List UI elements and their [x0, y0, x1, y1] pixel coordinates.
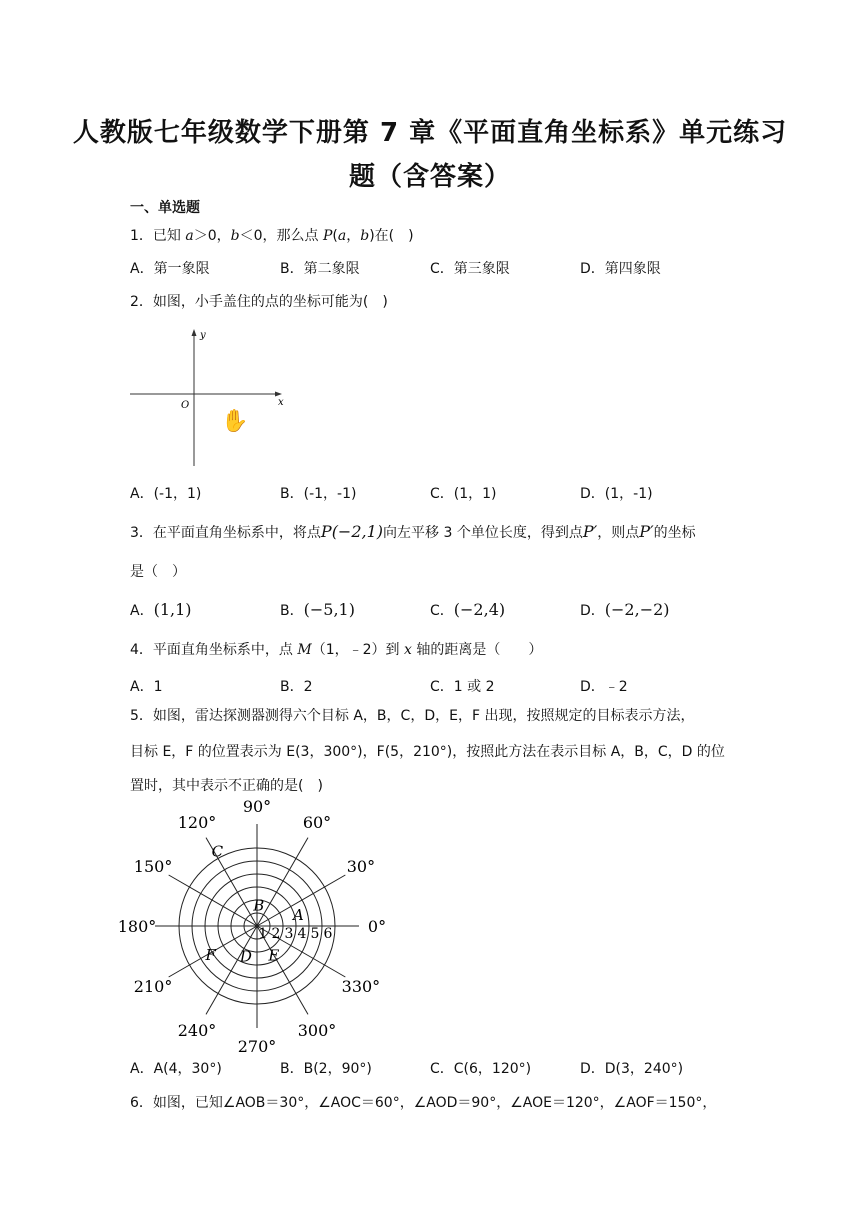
q3-option-c-math: (−2,4) — [453, 600, 506, 619]
q1-text-g: )在( ) — [369, 228, 414, 244]
q4-var-x: x — [403, 642, 412, 658]
q3-text-b: 向左平移 3 个单位长度，得到点 — [383, 525, 583, 541]
q1-text-b: 已知 — [152, 228, 186, 244]
q5-option-d[interactable]: D．D(3，240°) — [580, 1061, 684, 1077]
document-title-line1: 人教版七年级数学下册第 7 章《平面直角坐标系》单元练习 — [72, 118, 788, 148]
q1-var-a: a — [185, 228, 194, 244]
q3-option-b-math: (−5,1) — [303, 600, 355, 619]
radar-spoke-150 — [169, 875, 257, 926]
radar-ring-label-5: 5 — [310, 926, 320, 942]
q3-text-d: 的坐标 — [653, 525, 696, 541]
q1-option-d[interactable]: D．第四象限 — [580, 261, 661, 277]
q1-text-e: ( — [332, 228, 338, 244]
radar-target-F: F — [205, 945, 216, 964]
q1-option-a[interactable]: A．第一象限 — [130, 261, 210, 277]
question-3 — [130, 522, 696, 543]
radar-target-A: A — [293, 905, 304, 924]
document-title-line2: 题（含答案） — [348, 162, 511, 192]
q3-point-Pprime-2: P′ — [639, 522, 654, 541]
question-2: 2．如图，小手盖住的点的坐标可能为( ) — [130, 294, 388, 310]
q1-text-c: ＞0， — [193, 228, 231, 244]
x-axis-arrow — [275, 392, 282, 397]
radar-ring-label-6: 6 — [323, 926, 333, 942]
x-axis-label: x — [278, 397, 284, 408]
q3-option-d[interactable] — [580, 600, 670, 620]
y-axis-label: y — [200, 330, 206, 341]
q3-option-d-math: (−2,−2) — [604, 600, 670, 619]
q2-option-b[interactable]: B．(-1，-1) — [280, 486, 357, 502]
q1-option-c[interactable]: C．第三象限 — [430, 261, 510, 277]
question-4 — [130, 640, 542, 660]
radar-target-B: B — [253, 896, 265, 915]
radar-target-C: C — [211, 842, 224, 861]
q1-text-a: 1． — [130, 228, 153, 244]
q3-option-c[interactable] — [430, 600, 505, 620]
radar-target-D: D — [239, 947, 252, 966]
radar-angle-label-180: 180° — [117, 917, 157, 936]
q2-option-a[interactable]: A．(-1，1) — [130, 486, 202, 502]
coordinate-figure — [128, 324, 288, 469]
q1-var-a2: a — [337, 228, 347, 244]
radar-angle-label-270: 270° — [237, 1037, 277, 1056]
q1-text-d: ＜0，那么点 — [239, 228, 323, 244]
q5-option-b[interactable]: B．B(2，90°) — [280, 1061, 372, 1077]
q5-option-a[interactable]: A．A(4，30°) — [130, 1061, 222, 1077]
radar-angle-label-300: 300° — [297, 1020, 337, 1040]
radar-target-E: E — [268, 946, 280, 965]
y-axis-arrow — [192, 329, 197, 336]
radar-angle-label-30: 30° — [346, 857, 376, 876]
radar-angle-label-210: 210° — [133, 977, 173, 996]
q4-option-a[interactable]: A．1 — [130, 679, 163, 695]
q5-option-c[interactable]: C．C(6，120°) — [430, 1061, 532, 1077]
q3-option-b[interactable] — [280, 600, 355, 620]
q4-option-d[interactable]: D．﹣2 — [580, 679, 628, 695]
q3-point-P: P(−2,1) — [320, 522, 384, 541]
radar-angle-label-150: 150° — [133, 857, 173, 876]
q4-text-b: （1，﹣2）到 — [311, 642, 404, 658]
q1-var-P: P — [322, 228, 333, 244]
q3-option-b-label: B． — [280, 603, 304, 619]
q4-option-b[interactable]: B．2 — [280, 679, 313, 695]
q3-option-a[interactable] — [130, 600, 192, 620]
q1-var-b: b — [230, 228, 240, 244]
question-3-line2: 是（ ） — [130, 564, 186, 580]
radar-angle-label-60: 60° — [302, 813, 332, 833]
radar-angle-label-330: 330° — [341, 977, 381, 996]
q4-text-c: 轴的距离是（ ） — [411, 642, 543, 658]
radar-angle-label-0: 0° — [367, 917, 387, 936]
q3-option-d-label: D． — [580, 603, 605, 619]
radar-figure — [117, 797, 390, 1056]
question-1 — [130, 226, 414, 246]
q3-option-a-math: (1,1) — [153, 600, 192, 619]
origin-label: O — [181, 400, 190, 411]
q3-option-a-label: A． — [130, 603, 154, 619]
q2-option-d[interactable]: D．(1，-1) — [580, 486, 653, 502]
section-heading: 一、单选题 — [130, 200, 200, 216]
q4-var-M: M — [297, 642, 312, 658]
radar-ring-label-3: 3 — [284, 926, 294, 942]
q3-point-Pprime: P′ — [582, 522, 598, 541]
q1-var-b2: b — [360, 228, 370, 244]
q2-option-c[interactable]: C．(1，1) — [430, 486, 497, 502]
q4-text-a: 4．平面直角坐标系中，点 — [130, 642, 298, 658]
hand-icon: ✋ — [221, 409, 249, 434]
question-6: 6．如图，已知∠AOB＝30°，∠AOC＝60°，∠AOD＝90°，∠AOE＝120°，∠AOF＝150°， — [130, 1095, 717, 1111]
radar-angle-label-90: 90° — [242, 797, 272, 816]
question-5-line1: 5．如图，雷达探测器测得六个目标 A，B，C，D，E，F 出现，按照规定的目标表示方法， — [130, 708, 695, 724]
radar-angle-label-240: 240° — [177, 1020, 217, 1040]
q1-text-f: ， — [346, 228, 361, 244]
radar-angle-label-120: 120° — [177, 813, 217, 833]
radar-ring-label-2: 2 — [271, 926, 281, 942]
q3-text-a: 3．在平面直角坐标系中，将点 — [130, 525, 321, 541]
radar-spoke-240 — [206, 926, 257, 1014]
question-5-line2: 目标 E，F 的位置表示为 E(3，300°)，F(5，210°)，按照此方法在表示目标 A，B，C，D 的位 — [130, 744, 725, 760]
q4-option-c[interactable]: C．1 或 2 — [430, 679, 495, 695]
radar-ring-label-1: 1 — [258, 926, 268, 942]
q3-text-c: ，则点 — [597, 525, 640, 541]
q3-option-c-label: C． — [430, 603, 454, 619]
q1-option-b[interactable]: B．第二象限 — [280, 261, 360, 277]
radar-ring-label-4: 4 — [297, 926, 307, 942]
question-5-line3: 置时，其中表示不正确的是( ) — [130, 778, 323, 794]
